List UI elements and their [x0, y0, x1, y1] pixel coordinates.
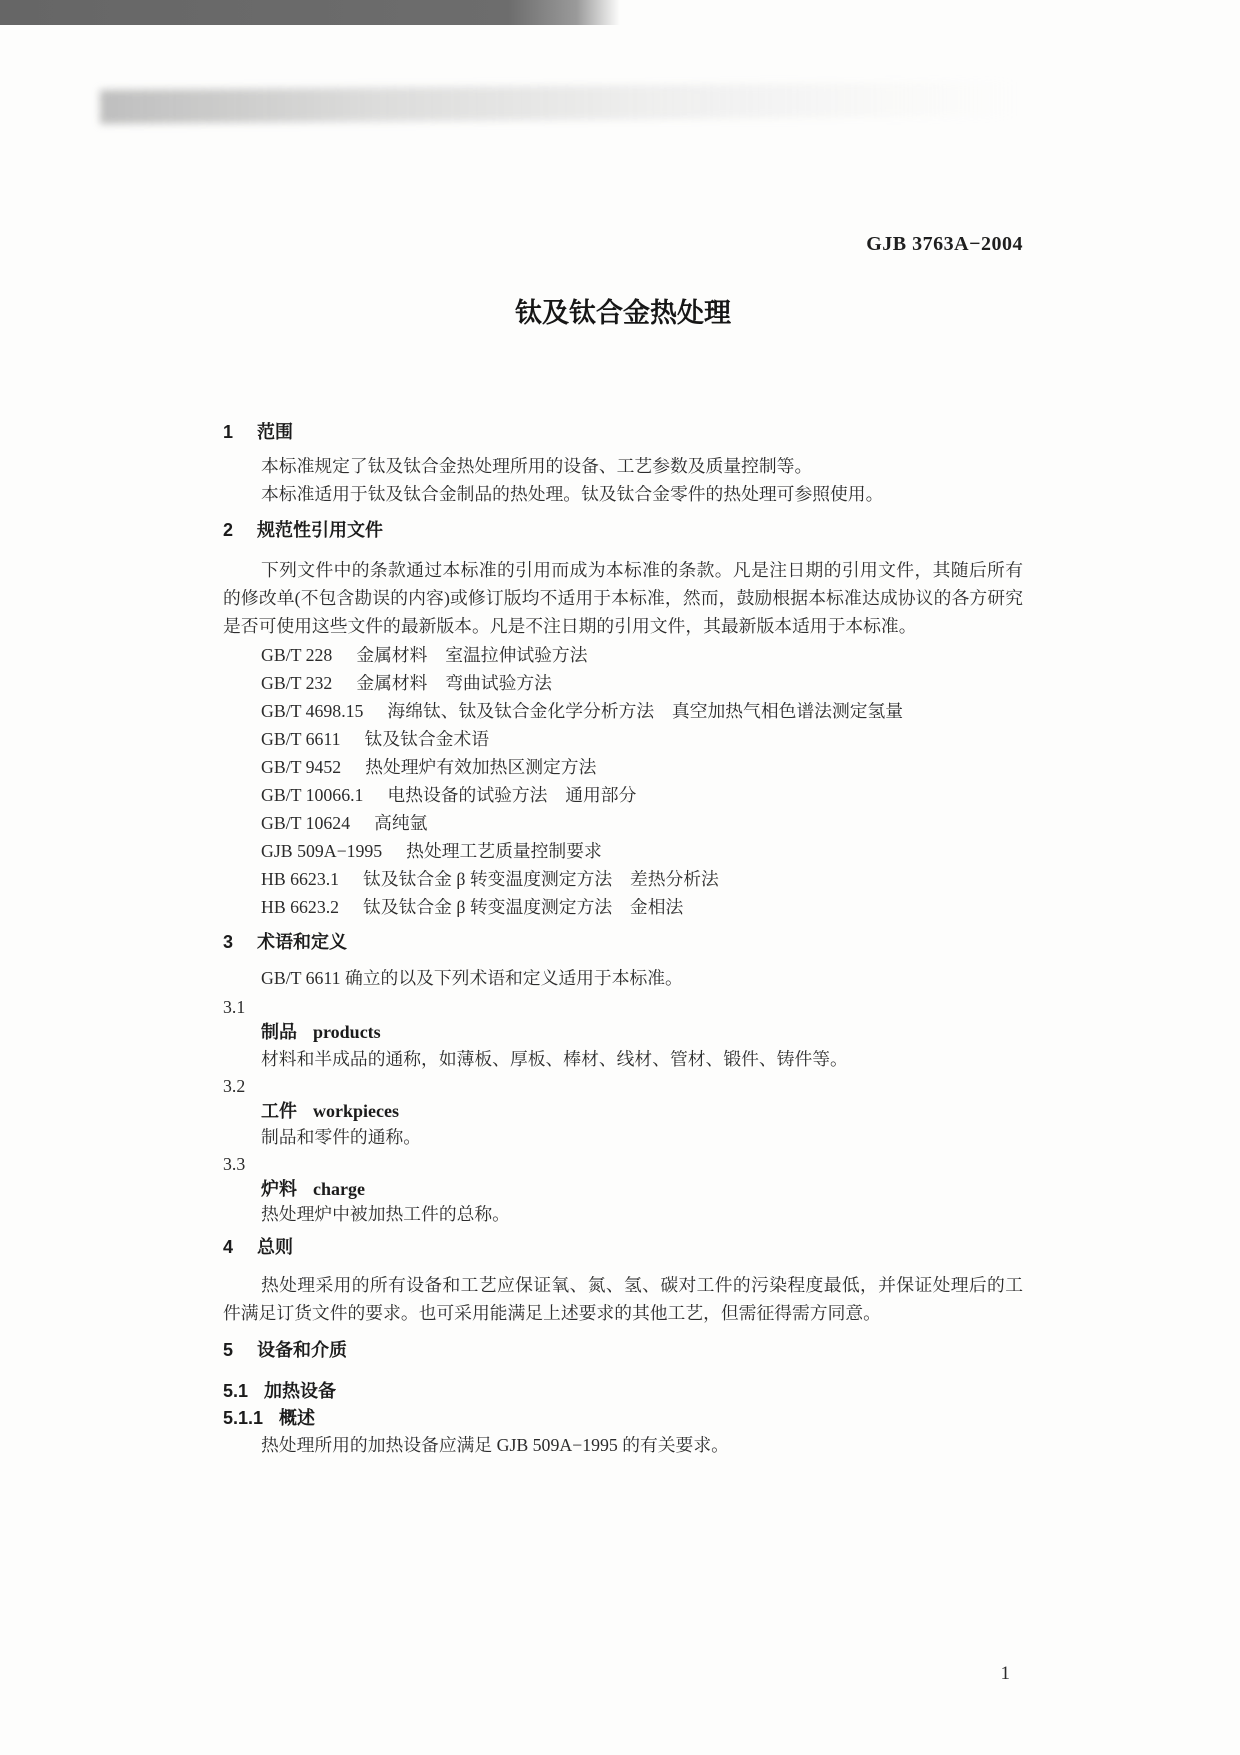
- term-3-definition: 热处理炉中被加热工件的总称。: [261, 1204, 510, 1224]
- reference-item: [223, 641, 1023, 669]
- reference-title: 钛及钛合金术语: [364, 729, 490, 749]
- reference-code: GB/T 6611: [261, 729, 341, 749]
- section-2-number: 2: [223, 520, 234, 540]
- page-number: 1: [1000, 1663, 1010, 1684]
- section-1-paragraph-2: 本标准适用于钛及钛合金制品的热处理。钛及钛合金零件的热处理可参照使用。: [261, 484, 884, 504]
- section-5-1-1-label: 概述: [279, 1408, 316, 1428]
- section-1-number: 1: [223, 422, 234, 442]
- reference-title: 海绵钛、钛及钛合金化学分析方法 真空加热气相色谱法测定氢量: [387, 701, 904, 721]
- section-5-1-1-paragraph: 热处理所用的加热设备应满足 GJB 509A−1995 的有关要求。: [261, 1435, 729, 1455]
- reference-list: [223, 641, 1023, 921]
- term-1-definition: 材料和半成品的通称，如薄板、厚板、棒材、线材、管材、锻件、铸件等。: [261, 1049, 848, 1069]
- reference-code: HB 6623.1: [261, 869, 340, 889]
- term-2-zh: 工件: [261, 1101, 297, 1121]
- section-2-heading: [223, 516, 1023, 544]
- term-3-zh: 炉料: [261, 1179, 297, 1199]
- reference-item: [223, 893, 1023, 921]
- section-2-intro: 下列文件中的条款通过本标准的引用而成为本标准的条款。凡是注日期的引用文件，其随后所有的修改单(不包含勘误的内容)或修订版均不适用于本标准，然而，鼓励根据本标准达成协议的各方研究是否可使用这些文件的最新版本。凡是不注日期的引用文件，其最新版本适用于本标准。: [223, 560, 1023, 636]
- reference-title: 电热设备的试验方法 通用部分: [387, 785, 637, 805]
- reference-title: 金属材料 弯曲试验方法: [356, 673, 552, 693]
- term-2-definition: 制品和零件的通称。: [261, 1127, 422, 1147]
- section-3-label: 术语和定义: [257, 932, 347, 952]
- section-5-number: 5: [223, 1340, 234, 1360]
- reference-code: GB/T 10624: [261, 813, 351, 833]
- term-2-number: 3.2: [223, 1076, 246, 1096]
- reference-title: 热处理炉有效加热区测定方法: [365, 757, 597, 777]
- reference-item: [223, 697, 1023, 725]
- reference-code: GB/T 232: [261, 673, 333, 693]
- reference-code: GJB 509A−1995: [261, 841, 383, 861]
- section-5-label: 设备和介质: [257, 1340, 347, 1360]
- reference-title: 热处理工艺质量控制要求: [406, 841, 602, 861]
- section-3-intro: GB/T 6611 确立的以及下列术语和定义适用于本标准。: [261, 968, 683, 988]
- term-2-heading: [223, 1097, 1061, 1125]
- section-4-label: 总则: [257, 1237, 293, 1257]
- term-1-heading: [223, 1018, 1061, 1046]
- reference-title: 高纯氩: [374, 813, 428, 833]
- term-1-number: 3.1: [223, 997, 246, 1017]
- section-5-1-label: 加热设备: [264, 1381, 337, 1401]
- term-2-en: workpieces: [313, 1101, 399, 1121]
- section-3-number: 3: [223, 932, 234, 952]
- term-3-heading: [223, 1175, 1061, 1203]
- section-5-1-1-number: 5.1.1: [223, 1408, 264, 1428]
- reference-code: HB 6623.2: [261, 897, 340, 917]
- reference-item: [223, 809, 1023, 837]
- section-1-paragraph-1: 本标准规定了钛及钛合金热处理所用的设备、工艺参数及质量控制等。: [261, 456, 813, 476]
- section-5-1-1-heading: [223, 1404, 1023, 1432]
- term-1-zh: 制品: [261, 1022, 297, 1042]
- section-3-heading: [223, 928, 1023, 956]
- reference-item: [223, 725, 1023, 753]
- page-title: 钛及钛合金热处理: [515, 298, 731, 328]
- scan-artifact-shadow: [100, 82, 1018, 124]
- term-3-number: 3.3: [223, 1154, 246, 1174]
- section-5-1-number: 5.1: [223, 1381, 249, 1401]
- reference-code: GB/T 10066.1: [261, 785, 364, 805]
- reference-item: [223, 865, 1023, 893]
- reference-title: 钛及钛合金 β 转变温度测定方法 金相法: [363, 897, 684, 917]
- section-2-label: 规范性引用文件: [257, 520, 383, 540]
- reference-item: [223, 781, 1023, 809]
- reference-item: [223, 669, 1023, 697]
- section-1-label: 范围: [257, 422, 293, 442]
- reference-title: 钛及钛合金 β 转变温度测定方法 差热分析法: [363, 869, 719, 889]
- doc-number: GJB 3763A−2004: [866, 233, 1023, 255]
- reference-code: GB/T 9452: [261, 757, 342, 777]
- section-4-paragraph: 热处理采用的所有设备和工艺应保证氧、氮、氢、碳对工件的污染程度最低，并保证处理后的工件满足订货文件的要求。也可采用能满足上述要求的其他工艺，但需征得需方同意。: [223, 1275, 1023, 1323]
- term-1-en: products: [313, 1022, 381, 1042]
- section-4-heading: [223, 1233, 1023, 1261]
- term-3-en: charge: [313, 1179, 365, 1199]
- reference-item: [223, 837, 1023, 865]
- reference-item: [223, 753, 1023, 781]
- section-5-heading: [223, 1336, 1023, 1364]
- section-5-1-heading: [223, 1377, 1023, 1405]
- section-1-heading: [223, 418, 1023, 446]
- section-4-number: 4: [223, 1237, 234, 1257]
- reference-code: GB/T 4698.15: [261, 701, 364, 721]
- reference-title: 金属材料 室温拉伸试验方法: [356, 645, 588, 665]
- reference-code: GB/T 228: [261, 645, 333, 665]
- scan-artifact-top-bar: [0, 0, 620, 25]
